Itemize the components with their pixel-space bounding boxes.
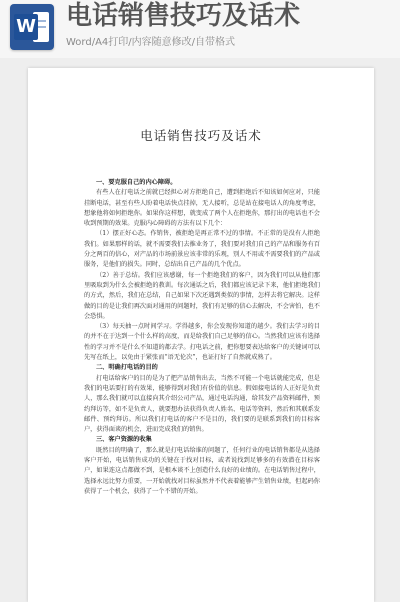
- body-paragraph: 打电话给客户的目的是为了把产品销售出去，当然不可能一个电话就能完成，但是我们的电话要打的有效果，能够得到对我们有价值的信息。假如接电话的人正好是负责人，那么我们就可以直接向其介绍公司产品，通过电话沟通，给其发产品资料邮件，预约拜访等，如不是负责人，就要想办法获得负责人姓名、电话等资料，然后和其联系发邮件、预约拜访。所以我们打电话的客户不是目的，我们要的是联系到我们的目标客户，获得面谈的机会，进而完成我们的销售。: [84, 374, 320, 434]
- section-heading: 三、客户资源的收集: [96, 436, 152, 444]
- body-paragraph: （1）摆正好心态。作销售，被拒绝是再正常不过的事情。不正常的是没有人拒绝我们。如果那样的话，就不需要我们去推业务了，我们要对我们自己的产品和服务有百分之两百的信心，对产品的市场前景应该非常的乐观，别人不用或不需要我们的产品或服务，是他们的损失。同时，总结出自己产品的几个优点。: [84, 230, 320, 269]
- body-paragraph: （3）每天抽一点时间学习。学得越多，你会发现你知道的越少。我们去学习的目的并不在于达到一个什么样的高度，而是给我们自己足够的信心。当然我们应该有选择性的学习并不是什么不知道的都去学。打电话之前，把你想要表达给客户的关键词可以先写在纸上，以免由于紧张而“语无伦次”，也证打好了自然就成熟了。: [84, 323, 320, 362]
- word-document-icon: [10, 4, 54, 50]
- header-title: 电话销售技巧及话术: [66, 1, 301, 31]
- section-heading: 一、要克服自己的内心障碍。: [96, 179, 177, 186]
- document-body: [84, 178, 320, 497]
- body-paragraph: 有些人在打电话之前就已经担心对方拒绝自己，遭到拒绝后不知该如何应对，只能挂断电话，甚至有些人盼着电话快点挂掉，无人接听，总是站在接电话人的角度考虑，想象他将如何拒绝你。如果你这样想，就变成了两个人在拒绝你，那打出的电话也不会收到预期的效果。克服内心障碍的方法有以下几个：: [84, 189, 320, 228]
- document-page: [28, 68, 374, 602]
- header-subtitle: Word/A4打印/内容随意修改/自带格式: [66, 37, 236, 48]
- document-header: [0, 0, 400, 58]
- body-paragraph: （2）善于总结。我们应该感谢，每一个拒绝我们的客户，因为我们可以从他们那里吸取到为什么会被拒绝的教训。每次通话之后，我们都应该记录下来，他们拒绝我们的方式，然后，我们在总结，自己如果下次还遇到类似的事情，怎样去将它解决。这样做的目的是让我们再次面对通用的问题时，我们有足够的信心去解决，不会害怕，也不会恐惧。: [84, 271, 320, 320]
- section-heading: 二、明确打电话的目的: [96, 364, 158, 372]
- document-title: 电话销售技巧及话术: [140, 128, 262, 143]
- body-paragraph: 既然目的明确了，那么就是打电话给谁的问题了，任何行业的电话销售都是从选择客户开始，电话销售成功的关键在于找对目标，或者说找到足够多的有效潜在目标客户，如果连这点都做不到，是根本谈不上创造什么良好的业绩的。在电话销售过程中，选择永远比努力重要，一开始就找对目标虽然并不代表着能够产生销售业绩，但起码你获得了一个机会，获得了一个不错的开始。: [84, 446, 320, 495]
- word-letter: W: [14, 14, 38, 40]
